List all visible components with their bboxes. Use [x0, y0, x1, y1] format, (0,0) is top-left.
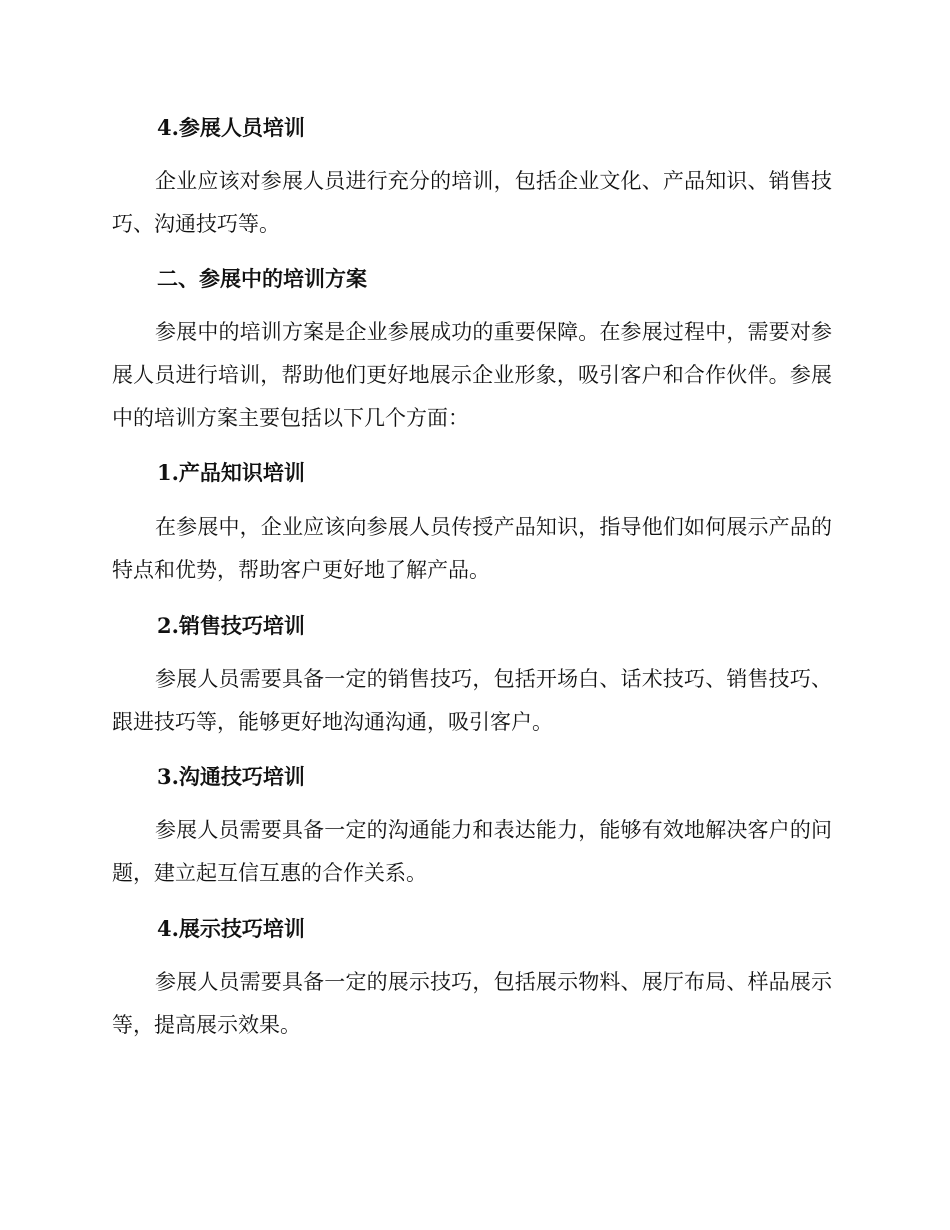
section-heading-display-skills: 4.展示技巧培训 [157, 916, 305, 941]
paragraph-display-skills: 参展人员需要具备一定的展示技巧，包括展示物料、展厅布局、样品展示等，提高展示效果。 [112, 970, 832, 1037]
section-heading-staff-training: 4.参展人员培训 [157, 115, 305, 140]
paragraph-sales-skills: 参展人员需要具备一定的销售技巧，包括开场白、话术技巧、销售技巧、跟进技巧等，能够更好地沟通沟通，吸引客户。 [112, 667, 832, 734]
paragraph-staff-training: 企业应该对参展人员进行充分的培训，包括企业文化、产品知识、销售技巧、沟通技巧等。 [112, 169, 832, 236]
paragraph-product-knowledge: 在参展中，企业应该向参展人员传授产品知识，指导他们如何展示产品的特点和优势，帮助客户更好地了解产品。 [112, 515, 832, 582]
section-heading-sales-skills: 2.销售技巧培训 [157, 613, 305, 638]
section-heading-product-knowledge: 1.产品知识培训 [157, 460, 305, 485]
paragraph-during-exhibition: 参展中的培训方案是企业参展成功的重要保障。在参展过程中，需要对参展人员进行培训，帮助他们更好地展示企业形象，吸引客户和合作伙伴。参展中的培训方案主要包括以下几个方面： [112, 320, 832, 430]
paragraph-communication-skills: 参展人员需要具备一定的沟通能力和表达能力，能够有效地解决客户的问题，建立起互信互惠的合作关系。 [112, 818, 832, 885]
section-heading-communication-skills: 3.沟通技巧培训 [157, 764, 305, 789]
section-heading-during-exhibition: 二、参展中的培训方案 [157, 266, 367, 291]
